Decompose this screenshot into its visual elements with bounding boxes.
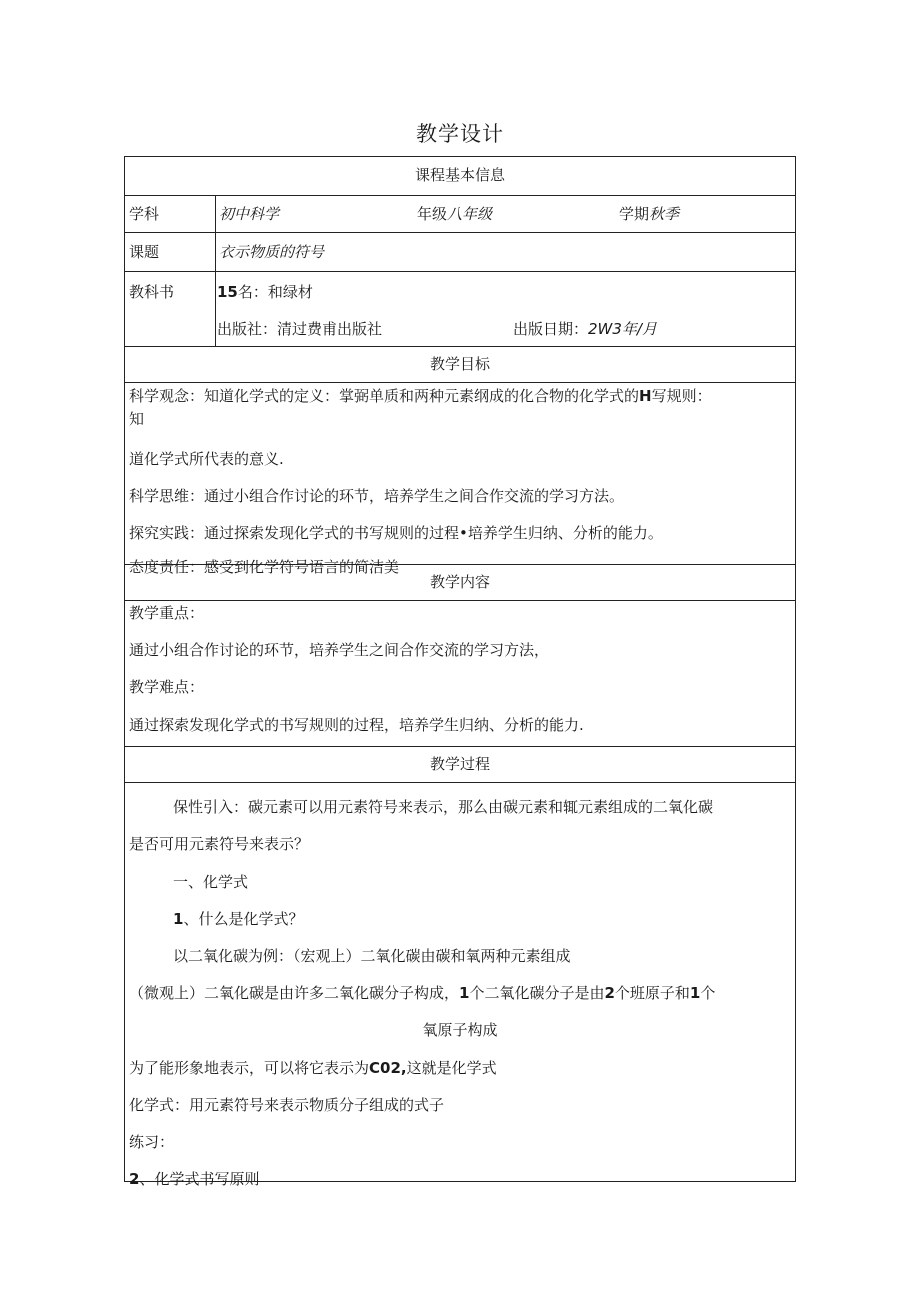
- question-1: [173, 909, 303, 929]
- term-label: 学期: [619, 205, 650, 223]
- row-divider: [125, 382, 795, 383]
- goal-line-4: 探究实践：通过探索发现化学式的书写规则的过程•培养学生归纳、分析的能力。: [129, 524, 663, 542]
- represent-text: 这就是化学式: [406, 1059, 497, 1077]
- content-header: 教学内容: [429, 573, 490, 591]
- row-divider: [125, 271, 795, 272]
- subject-value: 初中科学: [219, 205, 280, 223]
- document-title: 教学设计: [416, 122, 504, 146]
- formula-co2: C02,: [369, 1059, 407, 1077]
- goal-line-1: [129, 386, 712, 406]
- micro-text: （微观上）二氧化碳是由许多二氧化碳分子构成，: [129, 984, 460, 1002]
- section-text: 、化学式书写原则: [139, 1170, 260, 1188]
- micro-text: 个: [700, 984, 716, 1002]
- goal-line-5: 态度责任：感受到化学符号语言的简洁美: [129, 558, 400, 576]
- goal-line-3: 科学思维：通过小组合作讨论的环节，培养学生之间合作交流的学习方法。: [129, 487, 625, 505]
- definition-line: 化学式：用元素符号来表示物质分子组成的式子: [129, 1096, 445, 1114]
- goal-text-bold: H: [639, 387, 652, 405]
- goal-line-5-clip: [125, 556, 795, 576]
- term-field: [619, 204, 679, 224]
- grade-field: [417, 204, 492, 224]
- publisher-label: 出版社：: [217, 320, 278, 338]
- basic-info-header: 课程基本信息: [414, 166, 505, 184]
- goal-text: 科学观念：知道化学式的定义：掌弼单质和两种元素纲成的化合物的化学式的: [129, 387, 640, 405]
- section-number: 2: [129, 1170, 140, 1188]
- grade-value: 八年级: [447, 205, 493, 223]
- textbook-name: [217, 282, 313, 302]
- column-divider: [215, 195, 216, 346]
- intro-line-2: 是否可用元素符号来表示？: [129, 835, 310, 853]
- row-divider: [125, 782, 795, 783]
- row-divider: [125, 232, 795, 233]
- goals-header: 教学目标: [429, 355, 490, 373]
- micro-text: 个班原子和: [614, 984, 690, 1002]
- micro-num: 1: [459, 984, 470, 1002]
- difficulty-text: 通过探索发现化学式的书写规则的过程，培养学生归纳、分析的能力.: [129, 716, 584, 734]
- row-divider: [125, 195, 795, 196]
- row-divider: [125, 600, 795, 601]
- topic-value: 衣示物质的符号: [219, 243, 325, 261]
- textbook-name-prefix: 15: [217, 283, 238, 301]
- micro-text: 个二氧化碳分子是由: [469, 984, 605, 1002]
- pub-date-value: 2W3年/月: [588, 320, 657, 338]
- row-divider: [125, 346, 795, 347]
- pub-date-label: 出版日期：: [513, 320, 589, 338]
- goal-text: 写规则：: [651, 387, 712, 405]
- micro-line-2: 氧原子构成: [422, 1021, 498, 1039]
- exercise-label: 练习：: [129, 1133, 175, 1151]
- publisher-field: [217, 319, 382, 339]
- micro-num: 1: [689, 984, 701, 1002]
- question-text: 、什么是化学式？: [183, 910, 304, 928]
- intro-line-1: 保性引入：碳元素可以用元素符号来表示，那么由碳元素和辄元素组成的二氧化碳: [173, 798, 714, 816]
- subject-label: 学科: [129, 205, 160, 223]
- process-header: 教学过程: [429, 755, 490, 773]
- difficulty-label: 教学难点：: [129, 678, 205, 696]
- section-2-heading: [129, 1169, 259, 1189]
- micro-line-1: [129, 983, 715, 1003]
- example-line: 以二氧化碳为例：（宏观上）二氧化碳由碳和氧两种元素组成: [173, 947, 571, 965]
- grade-label: 年级: [417, 205, 448, 223]
- goal-line-1-wrap: 知: [129, 410, 145, 428]
- section-1-heading: 一、化学式: [173, 873, 249, 891]
- textbook-name-text: 名：和绿材: [237, 283, 313, 301]
- lesson-plan-table: [124, 156, 796, 1188]
- row-divider: [125, 746, 795, 747]
- micro-num: 2: [604, 984, 615, 1002]
- term-value: 秋季: [649, 205, 680, 223]
- question-number: 1: [173, 910, 184, 928]
- goal-line-2: 道化学式所代表的意义.: [129, 450, 284, 468]
- represent-line: [129, 1058, 497, 1078]
- key-point-text: 通过小组合作讨论的环节，培养学生之间合作交流的学习方法，: [129, 641, 550, 659]
- publisher-value: 清过费甫出版社: [277, 320, 383, 338]
- pub-date-field: [513, 319, 657, 339]
- topic-label: 课题: [129, 243, 160, 261]
- textbook-label: 教科书: [129, 283, 175, 301]
- key-point-label: 教学重点：: [129, 604, 205, 622]
- represent-text: 为了能形象地表示，可以将它表示为: [129, 1059, 370, 1077]
